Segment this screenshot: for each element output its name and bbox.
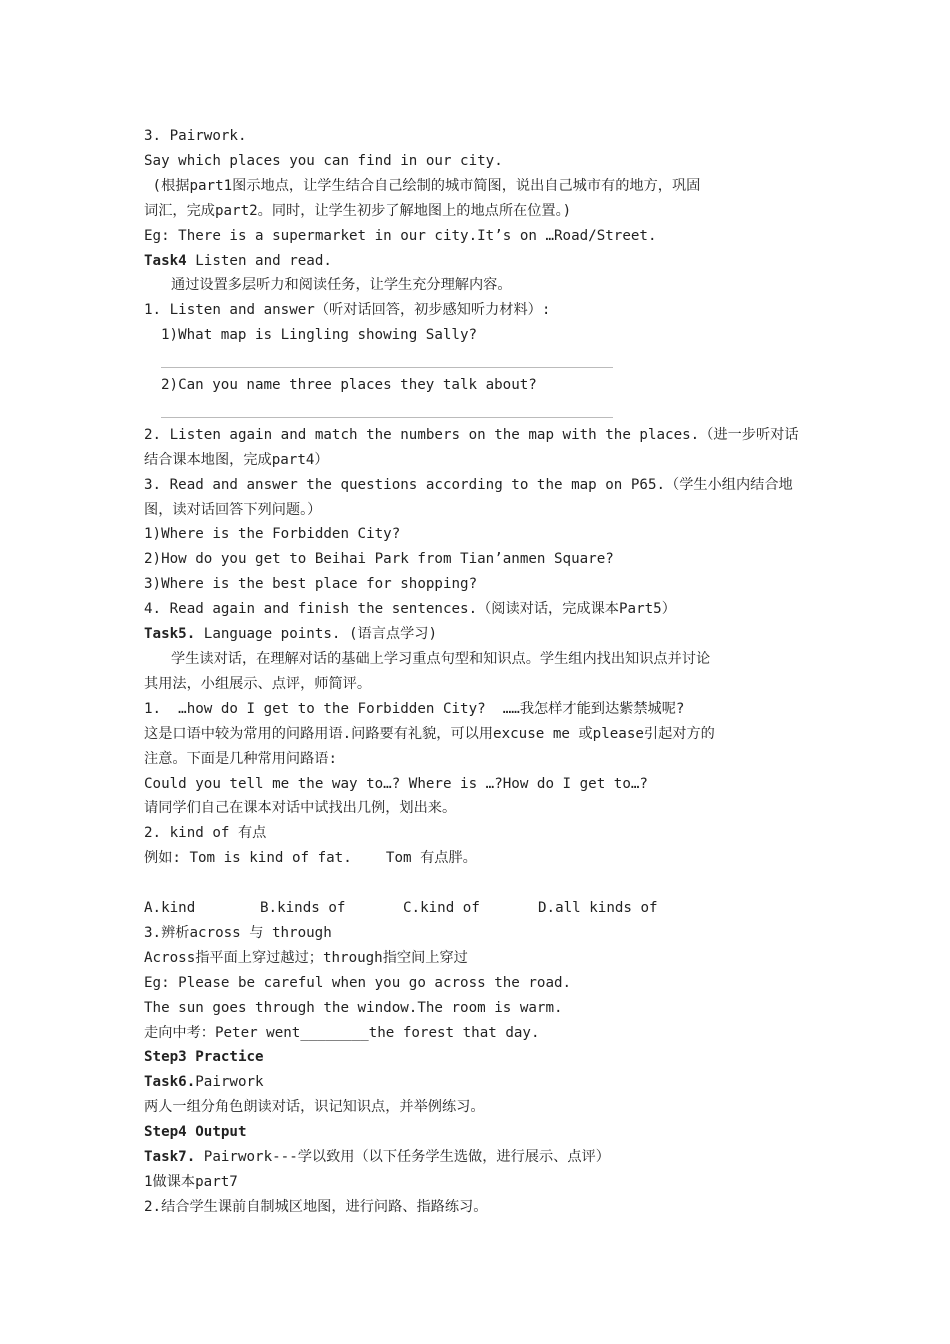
- task-label: Task6.: [144, 1074, 196, 1091]
- text-line: 这是口语中较为常用的问路用语.问路要有礼貌，可以用excuse me 或please引起对方的: [144, 725, 715, 742]
- text-line: The sun goes through the window.The room is warm.: [144, 999, 563, 1016]
- text-line: Across指平面上穿过越过；through指空间上穿过: [144, 949, 468, 966]
- text-line: 结合课本地图，完成part4）: [144, 451, 329, 468]
- choice-a: A.kind: [144, 900, 196, 917]
- task-label: Task5.: [144, 626, 196, 643]
- task-title: Language points. (语言点学习): [195, 626, 438, 643]
- text-line: 2.结合学生课前自制城区地图，进行问路、指路练习。: [144, 1198, 488, 1215]
- text-line: Say which places you can find in our city.: [144, 152, 503, 169]
- answer-blank-line: [144, 398, 814, 423]
- choice-b: B.kinds of: [260, 900, 346, 917]
- task5-heading: [144, 622, 814, 647]
- blank-line: [144, 871, 814, 896]
- document-page: [144, 124, 814, 1220]
- question-line: 3)Where is the best place for shopping?: [144, 576, 478, 593]
- text-line: 3. Pairwork.: [144, 128, 247, 144]
- question-line: 1)Where is the Forbidden City?: [144, 526, 401, 543]
- text-line: 通过设置多层听力和阅读任务，让学生充分理解内容。: [171, 277, 512, 294]
- text-line: 4. Read again and finish the sentences.（阅读对话，完成课本Part5）: [144, 601, 676, 618]
- text-line: 例如: Tom is kind of fat. Tom 有点胖。: [144, 850, 477, 867]
- text-line: 图，读对话回答下列问题。）: [144, 501, 322, 518]
- text-line: 1. Listen and answer（听对话回答，初步感知听力材料）:: [144, 302, 551, 319]
- task7-heading: [144, 1145, 814, 1170]
- task6-heading: [144, 1070, 814, 1095]
- text-line: Eg: There is a supermarket in our city.It’s on …Road/Street.: [144, 227, 657, 244]
- text-line: 2. kind of 有点: [144, 825, 267, 842]
- task-title: Pairwork---学以致用（以下任务学生选做，进行展示、点评）: [195, 1149, 610, 1166]
- text-line: 2. Listen again and match the numbers on the map with the places.（进一步听对话: [144, 426, 799, 443]
- question-line: 2)Can you name three places they talk about?: [161, 377, 537, 394]
- choice-c: C.kind of: [403, 900, 480, 917]
- question-line: 1)What map is Lingling showing Sally?: [161, 327, 478, 344]
- text-line: 注意。下面是几种常用问路语:: [144, 750, 337, 767]
- task4-heading: [144, 249, 814, 274]
- task-title: Pairwork: [195, 1074, 264, 1091]
- text-line: 词汇，完成part2。同时，让学生初步了解地图上的地点所在位置。): [144, 202, 572, 219]
- text-line: Could you tell me the way to…? Where is …?How do I get to…?: [144, 775, 648, 792]
- question-line: 2)How do you get to Beihai Park from Tian’anmen Square?: [144, 551, 614, 568]
- task-label: Task7.: [144, 1149, 196, 1166]
- text-line: 3. Read and answer the questions according to the map on P65.（学生小组内结合地: [144, 476, 793, 493]
- text-line: (根据part1图示地点，让学生结合自己绘制的城市简图，说出自己城市有的地方，巩固: [144, 177, 701, 194]
- step3-heading: Step3 Practice: [144, 1049, 264, 1066]
- step4-heading: Step4 Output: [144, 1124, 247, 1141]
- choice-d: D.all kinds of: [538, 900, 658, 917]
- text-line: 请同学们自己在课本对话中试找出几例，划出来。: [144, 800, 457, 817]
- choice-options: [144, 896, 814, 921]
- text-line: 1. …how do I get to the Forbidden City? ……我怎样才能到达紫禁城呢?: [144, 700, 685, 717]
- text-line: 走向中考：Peter went________the forest that day.: [144, 1024, 540, 1041]
- text-line: 3.辨析across 与 through: [144, 924, 332, 941]
- text-line: 两人一组分角色朗读对话，识记知识点，并举例练习。: [144, 1099, 485, 1116]
- text-line: 学生读对话，在理解对话的基础上学习重点句型和知识点。学生组内找出知识点并讨论: [171, 651, 711, 667]
- answer-blank-line: [144, 348, 814, 373]
- text-line: 1做课本part7: [144, 1174, 238, 1191]
- text-line: 其用法，小组展示、点评，师简评。: [144, 675, 372, 692]
- task-label: Task4: [144, 252, 187, 269]
- text-line: Eg: Please be careful when you go across the road.: [144, 974, 572, 991]
- task-title: Listen and read.: [186, 252, 332, 269]
